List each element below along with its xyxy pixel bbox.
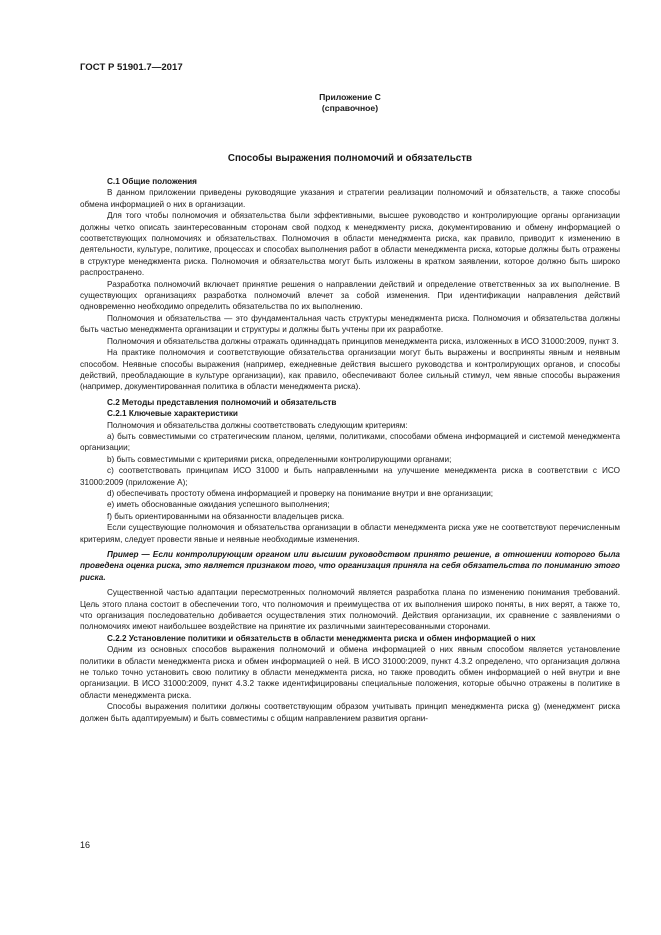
paragraph: Полномочия и обязательства должны соответствовать следующим критериям: [107,420,408,430]
paragraph: Для того чтобы полномочия и обязательства были эффективными, высшее руководство и контролирующие органы организации должны четко описать заинтересованным сторонам свой подход к менеджменту риска, документированию и обмену информацией о соответствующих полномочиях и обязательствах. Полномочия в области менеджмента риска, как правило, приводит к изменению в деятельности, культуре, политике, процессах и способах выполнения работ в области менеджмента риска, которые должны быть отражены в структуре менеджмента риска. Полномочия и обязательства могут быть изложены в кратком заявлении, которое должно быть широко распространено. [80,211,620,278]
paragraph: а) быть совместимыми со стратегическим планом, целями, политиками, способами обмена информацией и системой менеджмента организации; [80,431,620,453]
paragraph: Полномочия и обязательства — это фундаментальная часть структуры менеджмента риска. Полномочия и обязательства должны быть частью менеджмента организации и структуры и должны быть учтены при их разработке. [80,313,620,335]
paragraph: Разработка полномочий включает принятие решения о направлении действий и определение ответственных за их выполнение. В существующих организациях разработка полномочий влечет за собой изменения. При идентификации направления действий одновременно необходимо определить обязательства по их выполнению. [80,279,620,312]
paragraph: d) обеспечивать простоту обмена информацией и проверку на понимание внутри и вне организации; [107,488,494,498]
section-heading: С.2.1 Ключевые характеристики [107,409,238,419]
appendix-type: (справочное) [321,103,379,113]
section-heading: С.2 Методы представления полномочий и обязательств [107,397,337,407]
paragraph: В данном приложении приведены руководящие указания и стратегии реализации полномочий и обязательств, а также способы обмена информацией о них в организации. [80,188,620,209]
paragraph: Способы выражения политики должны соответствующим образом учитывать принцип менеджмента риска g) (менеджмент риска должен быть адаптируемым) и быть совместимы с общим направлением развития органи- [80,702,620,723]
appendix-label [80,92,620,114]
paragraph: c) соответствовать принципам ИСО 31000 и быть направленными на улучшение менеджмента риска в соответствии с ИСО 31000:2009 (приложение А); [80,466,620,487]
paragraph: Одним из основных способов выражения полномочий и обмена информацией о них явным способом является установление политики в области менеджмента риска и обмен информацией о ней. В ИСО 31000:2009, пункт 4.3.2 определено, что организация должна не только точно установить свою политику в области менеджмента риска, но также проводить обмен информацией о ней внутри и вне организации. В ИСО 31000:2009, пункт 4.3.2 также идентифицированы специальные положения, которые обычно отражены в политике в области менеджмента риска. [80,645,620,700]
paragraph: На практике полномочия и соответствующие обязательства организации могут быть выражены и восприняты явным и неявным способом. Неявные способы выражения (например, ежедневные действия высшего руководства и контролирующих органов, и способы действий, преобладающие в культуре организации), как правило, обеспечивают более сильный стимул, чем явные способы выражения (например, документированная политика в области менеджмента риска). [80,348,620,392]
page-number: 16 [80,840,91,850]
paragraph: b) быть совместимыми с критериями риска, определенными контролирующими органами; [107,454,452,464]
section-heading: С.2.2 Установление политики и обязательств в области менеджмента риска и обмен информацией о них [107,633,536,643]
paragraph: f) быть ориентированными на обязанности владельцев риска. [107,511,345,521]
appendix-title: Приложение С [319,92,381,102]
appendix-heading: Способы выражения полномочий и обязательств [227,153,473,164]
paragraph: Полномочия и обязательства должны отражать одиннадцать принципов менеджмента риска, изложенных в ИСО 31000:2009, пункт 3. [107,336,619,346]
section-heading: С.1 Общие положения [107,177,197,186]
paragraph: Существенной частью адаптации пересмотренных полномочий является разработка плана по изменению понимания требований. Цель этого плана состоит в обеспечении того, что полномочия и преимущества от их выполнения широко поняты, в них верят, а также то, что организация последовательно добивается осуществления этих полномочий. Действия организации, их сравнение с заявлениями о полномочиях имеют наибольшее воздействие на принятие их различными заинтересованными сторонами. [80,588,620,632]
paragraph: Если существующие полномочия и обязательства организации в области менеджмента риска уже не соответствуют перечисленным критериям, следует провести явные и неявные необходимые изменения. [80,523,620,544]
standard-header: ГОСТ Р 51901.7—2017 [80,62,183,73]
example-note: Пример — Если контролирующим органом или высшим руководством принято решение, в отношении которого была проведена оценка риска, это является признаком того, что организация приняла на себя обязательства по пониманию этого риска. [80,550,620,582]
paragraph: e) иметь обоснованные ожидания успешного выполнения; [107,500,330,510]
document-body [80,176,620,724]
